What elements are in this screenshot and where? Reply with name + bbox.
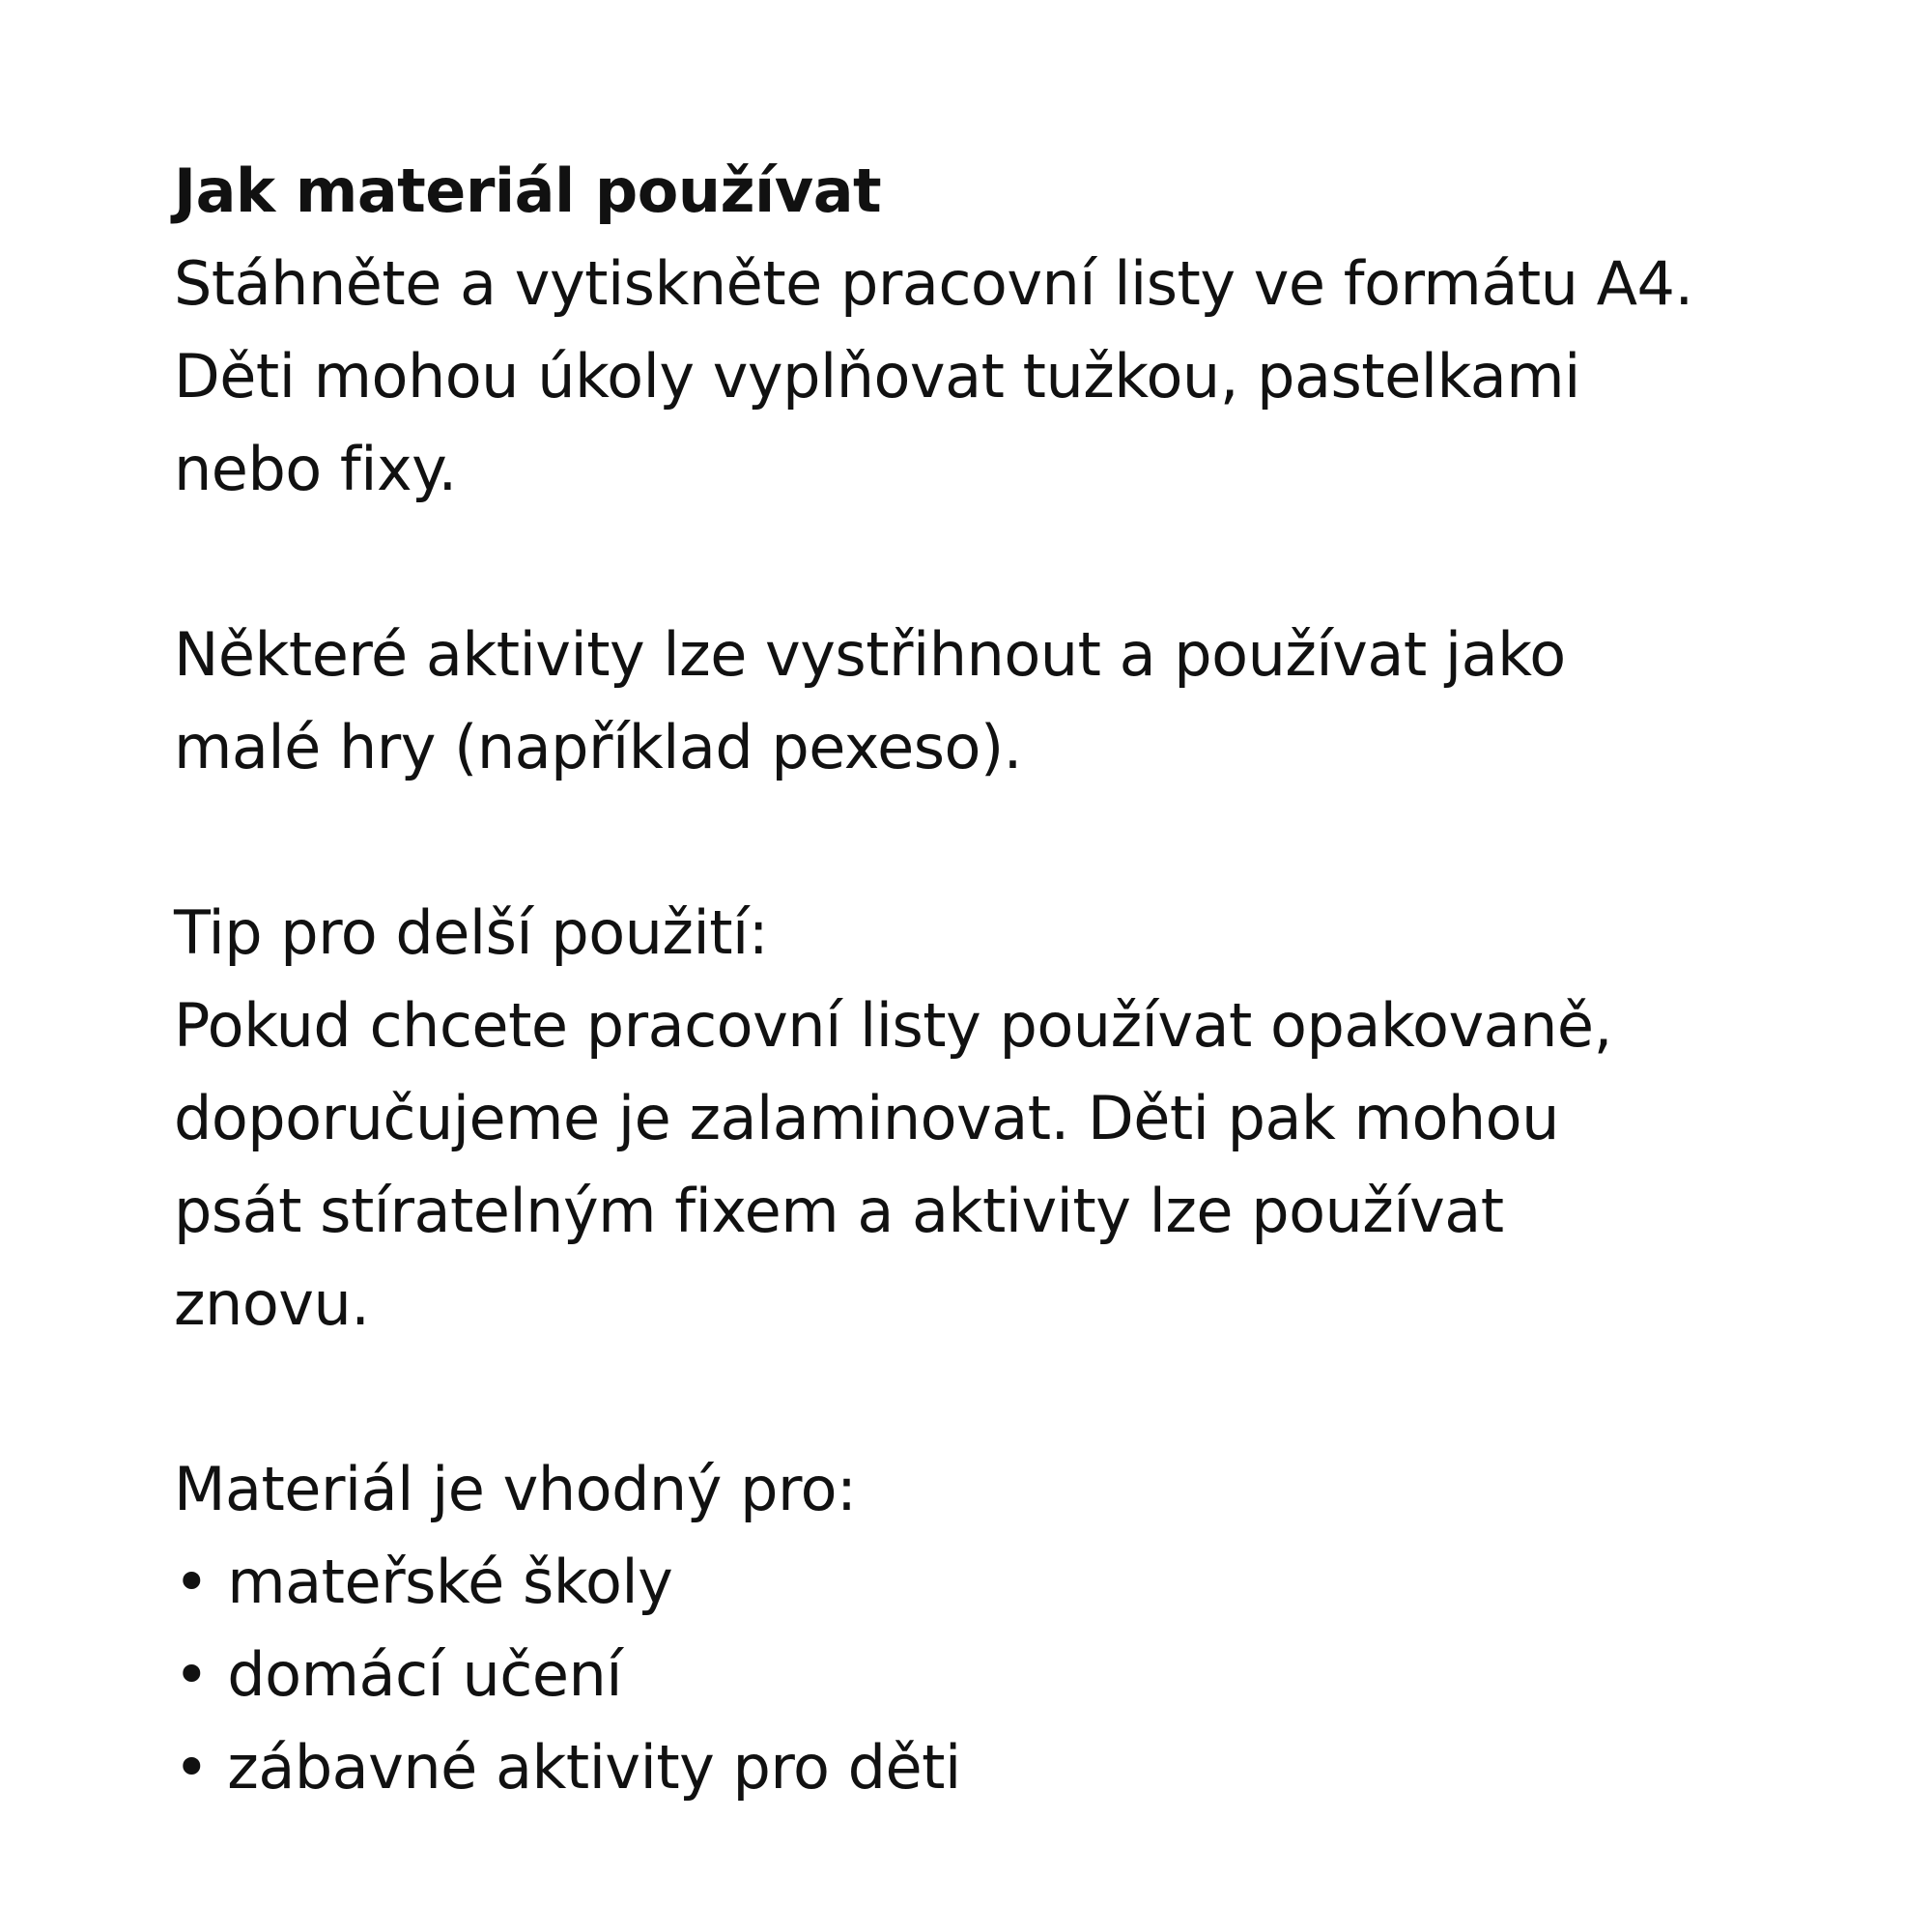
- tip-line: znovu.: [174, 1268, 370, 1339]
- page-title: Jak materiál používat: [174, 156, 882, 226]
- tip-heading: Tip pro delší použití:: [174, 897, 769, 968]
- games-paragraph: [174, 609, 1835, 794]
- tip-line: Pokud chcete pracovní listy používat opakovaně,: [174, 990, 1612, 1061]
- list-item: • zábavné aktivity pro děti: [174, 1732, 961, 1803]
- document-page: [174, 145, 1835, 1814]
- list-item: • domácí učení: [174, 1639, 623, 1710]
- tip-line: psát stíratelným fixem a aktivity lze používat: [174, 1176, 1504, 1246]
- tip-line: doporučujeme je zalaminovat. Děti pak mohou: [174, 1083, 1559, 1153]
- games-line: malé hry (například pexeso).: [174, 712, 1022, 782]
- paragraph-gap: [174, 1350, 1835, 1443]
- paragraph-gap: [174, 516, 1835, 609]
- intro-line: nebo fixy.: [174, 434, 457, 504]
- intro-paragraph: [174, 238, 1835, 516]
- intro-line: Stáhněte a vytiskněte pracovní listy ve formátu A4.: [174, 248, 1693, 319]
- suitable-heading: Materiál je vhodný pro:: [174, 1454, 857, 1524]
- list-item: • mateřské školy: [174, 1547, 673, 1617]
- suitable-section: [174, 1443, 1835, 1814]
- games-line: Některé aktivity lze vystřihnout a používat jako: [174, 619, 1566, 690]
- paragraph-gap: [174, 794, 1835, 887]
- intro-line: Děti mohou úkoly vyplňovat tužkou, pastelkami: [174, 341, 1580, 412]
- tip-paragraph: [174, 887, 1835, 1350]
